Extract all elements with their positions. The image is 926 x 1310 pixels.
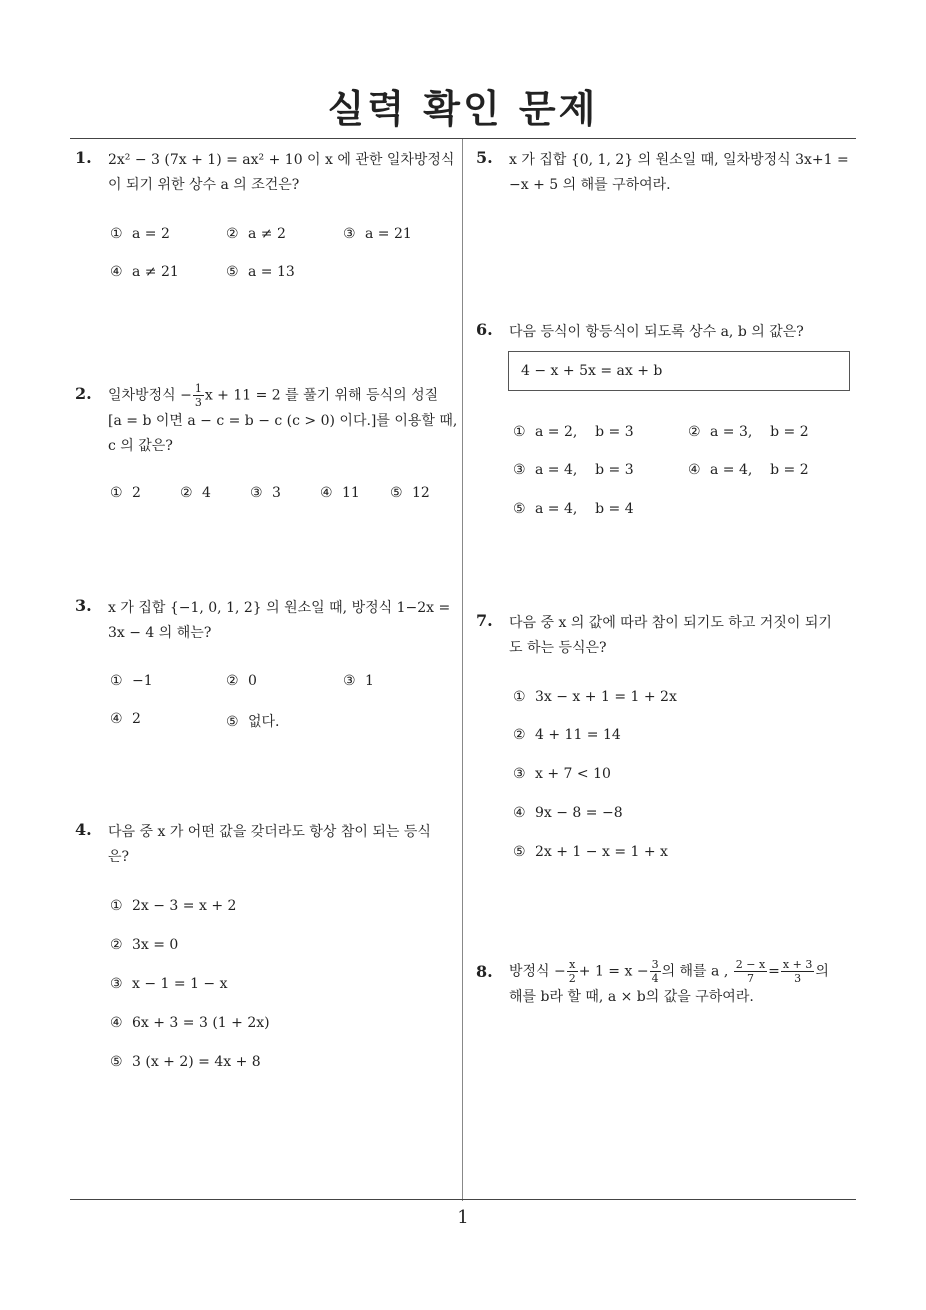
denominator: 3	[194, 396, 202, 409]
choice-text: 3x = 0	[132, 937, 179, 953]
choice-1[interactable]	[513, 689, 677, 705]
stem-text: 의 해를 a ,	[661, 963, 729, 980]
fraction	[650, 958, 661, 985]
choice-2[interactable]	[226, 226, 286, 242]
choice-text: 3 (x + 2) = 4x + 8	[132, 1054, 261, 1070]
stem-line: 해를 b라 할 때, a × b의 값을 구하여라.	[509, 989, 754, 1005]
choice-text: a = 21	[365, 226, 412, 242]
choice-3[interactable]	[513, 766, 611, 782]
choice-text: 2	[132, 711, 141, 727]
choice-text: a = 3, b = 2	[710, 424, 809, 440]
denominator: 3	[794, 972, 802, 985]
stem-line: 다음 등식이 항등식이 되도록 상수 a, b 의 값은?	[509, 324, 804, 340]
choice-text: a = 4, b = 3	[535, 462, 634, 478]
stem-line: 은?	[108, 849, 130, 865]
question-stem	[108, 820, 431, 870]
choice-3[interactable]	[513, 462, 634, 478]
question-number: 2.	[75, 384, 92, 403]
choice-1[interactable]	[110, 898, 236, 914]
choice-marker: ②	[688, 424, 701, 440]
question-number: 8.	[476, 962, 493, 981]
choice-text: x − 1 = 1 − x	[132, 976, 228, 992]
top-rule	[70, 138, 856, 139]
fraction	[193, 382, 204, 409]
choice-3[interactable]	[250, 485, 281, 501]
choice-1[interactable]	[110, 226, 170, 242]
choice-text: a = 2, b = 3	[535, 424, 634, 440]
choice-4[interactable]	[110, 711, 141, 727]
choice-marker: ④	[688, 462, 701, 478]
choice-text: a = 2	[132, 226, 170, 242]
stem-text: + 1 = x −	[578, 963, 649, 980]
choice-1[interactable]	[110, 673, 153, 689]
choice-marker: ②	[180, 485, 193, 501]
question-number: 5.	[476, 148, 493, 167]
stem-line	[509, 958, 859, 985]
choice-marker: ⑤	[513, 844, 526, 860]
choice-marker: ⑤	[390, 485, 403, 501]
choice-marker: ⑤	[110, 1054, 123, 1070]
stem-line: 이 되기 위한 상수 a 의 조건은?	[108, 177, 300, 193]
question-stem	[108, 148, 454, 198]
choice-text: a = 4, b = 4	[535, 501, 634, 517]
choice-marker: ④	[110, 1015, 123, 1031]
stem-line: x 가 집합 {0, 1, 2} 의 원소일 때, 일차방정식 3x+1 =	[509, 152, 849, 168]
numerator: 1	[194, 382, 202, 395]
question-number: 4.	[75, 820, 92, 839]
choice-2[interactable]	[110, 937, 178, 953]
choice-text: 11	[342, 485, 360, 501]
question-stem	[509, 611, 832, 661]
choice-marker: ②	[226, 226, 239, 242]
stem-line	[108, 382, 457, 409]
choice-marker: ②	[513, 727, 526, 743]
choice-2[interactable]	[688, 424, 809, 440]
choice-marker: ③	[343, 226, 356, 242]
choice-2[interactable]	[226, 673, 257, 689]
choice-marker: ④	[110, 711, 123, 727]
choice-text: 12	[412, 485, 430, 501]
choice-5[interactable]	[110, 1054, 261, 1070]
stem-text: =	[768, 963, 780, 980]
question-number: 6.	[476, 320, 493, 339]
choice-3[interactable]	[110, 976, 228, 992]
choice-4[interactable]	[320, 485, 360, 501]
question-number: 7.	[476, 611, 493, 630]
stem-line: x 가 집합 {−1, 0, 1, 2} 의 원소일 때, 방정식 1−2x =	[108, 600, 451, 616]
choice-text: −1	[132, 673, 153, 689]
stem-text: x + 11 = 2 를 풀기 위해 등식의 성질	[204, 387, 439, 404]
question-stem	[509, 148, 849, 198]
stem-line: 다음 중 x 가 어떤 값을 갖더라도 항상 참이 되는 등식	[108, 824, 431, 840]
stem-line: 3x − 4 의 해는?	[108, 625, 212, 641]
stem-line: [a = b 이면 a − c = b − c (c > 0) 이다.]를 이용할 때,	[108, 413, 458, 429]
choice-4[interactable]	[513, 805, 623, 821]
stem-text: 방정식 −	[509, 963, 566, 980]
choice-text: a = 13	[248, 264, 295, 280]
fraction	[734, 958, 767, 985]
stem-text: 일차방정식 −	[108, 387, 192, 404]
fraction	[781, 958, 814, 985]
choice-text: 2	[132, 485, 141, 501]
choice-text: 9x − 8 = −8	[535, 805, 623, 821]
denominator: 7	[746, 972, 754, 985]
choice-text: 3	[272, 485, 281, 501]
choice-marker: ④	[110, 264, 123, 280]
choice-text: 없다.	[248, 714, 280, 730]
choice-text: 3x − x + 1 = 1 + 2x	[535, 689, 677, 705]
choice-text: 0	[248, 673, 257, 689]
choice-text: a = 4, b = 2	[710, 462, 809, 478]
choice-text: x + 7 < 10	[535, 766, 611, 782]
choice-marker: ②	[226, 673, 239, 689]
choice-marker: ⑤	[226, 714, 239, 730]
column-divider	[462, 139, 463, 1201]
question-stem	[509, 320, 804, 345]
question-number: 3.	[75, 596, 92, 615]
stem-line: 2x² − 3 (7x + 1) = ax² + 10 이 x 에 관한 일차방정식	[108, 152, 455, 168]
choice-text: a ≠ 2	[248, 226, 286, 242]
bottom-rule	[70, 1199, 856, 1200]
equation-box: 4 − x + 5x = ax + b	[508, 351, 850, 391]
choice-5[interactable]	[390, 485, 430, 501]
choice-marker: ①	[110, 898, 123, 914]
choice-marker: ②	[110, 937, 123, 953]
choice-text: 4	[202, 485, 211, 501]
choice-2[interactable]	[180, 485, 211, 501]
stem-line: −x + 5 의 해를 구하여라.	[509, 177, 671, 193]
numerator: 2 − x	[735, 958, 766, 971]
choice-text: a ≠ 21	[132, 264, 179, 280]
choice-marker: ③	[110, 976, 123, 992]
choice-marker: ⑤	[226, 264, 239, 280]
choice-1[interactable]	[513, 424, 634, 440]
choice-marker: ④	[320, 485, 333, 501]
choice-text: 6x + 3 = 3 (1 + 2x)	[132, 1015, 270, 1031]
question-stem	[108, 382, 457, 459]
choice-marker: ④	[513, 805, 526, 821]
choice-5[interactable]	[226, 264, 295, 280]
numerator: x	[567, 958, 578, 972]
choice-marker: ①	[110, 673, 123, 689]
numerator: x + 3	[782, 958, 813, 971]
numerator: 3	[651, 958, 659, 971]
page-title: 실력 확인 문제	[327, 87, 599, 131]
page-number: 1	[457, 1207, 469, 1228]
choice-marker: ③	[343, 673, 356, 689]
choice-text: 2x + 1 − x = 1 + x	[535, 844, 668, 860]
question-stem	[509, 958, 859, 1010]
choice-text: 1	[365, 673, 374, 689]
choice-text: 4 + 11 = 14	[535, 727, 621, 743]
denominator: 4	[651, 972, 659, 985]
choice-3[interactable]	[343, 226, 412, 242]
stem-line: c 의 값은?	[108, 438, 173, 454]
choice-marker: ③	[513, 462, 526, 478]
choice-5[interactable]	[513, 844, 668, 860]
choice-marker: ①	[110, 485, 123, 501]
choice-marker: ①	[110, 226, 123, 242]
question-number: 1.	[75, 148, 92, 167]
stem-line: 다음 중 x 의 값에 따라 참이 되기도 하고 거짓이 되기	[509, 615, 832, 631]
choice-marker: ③	[250, 485, 263, 501]
stem-line: 도 하는 등식은?	[509, 640, 607, 656]
choice-5[interactable]	[226, 711, 280, 731]
choice-2[interactable]	[513, 727, 621, 743]
question-stem	[108, 596, 450, 646]
choice-marker: ⑤	[513, 501, 526, 517]
choice-3[interactable]	[343, 673, 374, 689]
stem-text: 의	[815, 963, 829, 980]
choice-1[interactable]	[110, 485, 141, 501]
choice-marker: ①	[513, 689, 526, 705]
choice-text: 2x − 3 = x + 2	[132, 898, 237, 914]
choice-4[interactable]	[688, 462, 809, 478]
choice-marker: ①	[513, 424, 526, 440]
choice-5[interactable]	[513, 501, 634, 517]
fraction	[567, 958, 578, 985]
denominator: 2	[568, 972, 576, 985]
choice-marker: ③	[513, 766, 526, 782]
choice-4[interactable]	[110, 264, 179, 280]
choice-4[interactable]	[110, 1015, 270, 1031]
